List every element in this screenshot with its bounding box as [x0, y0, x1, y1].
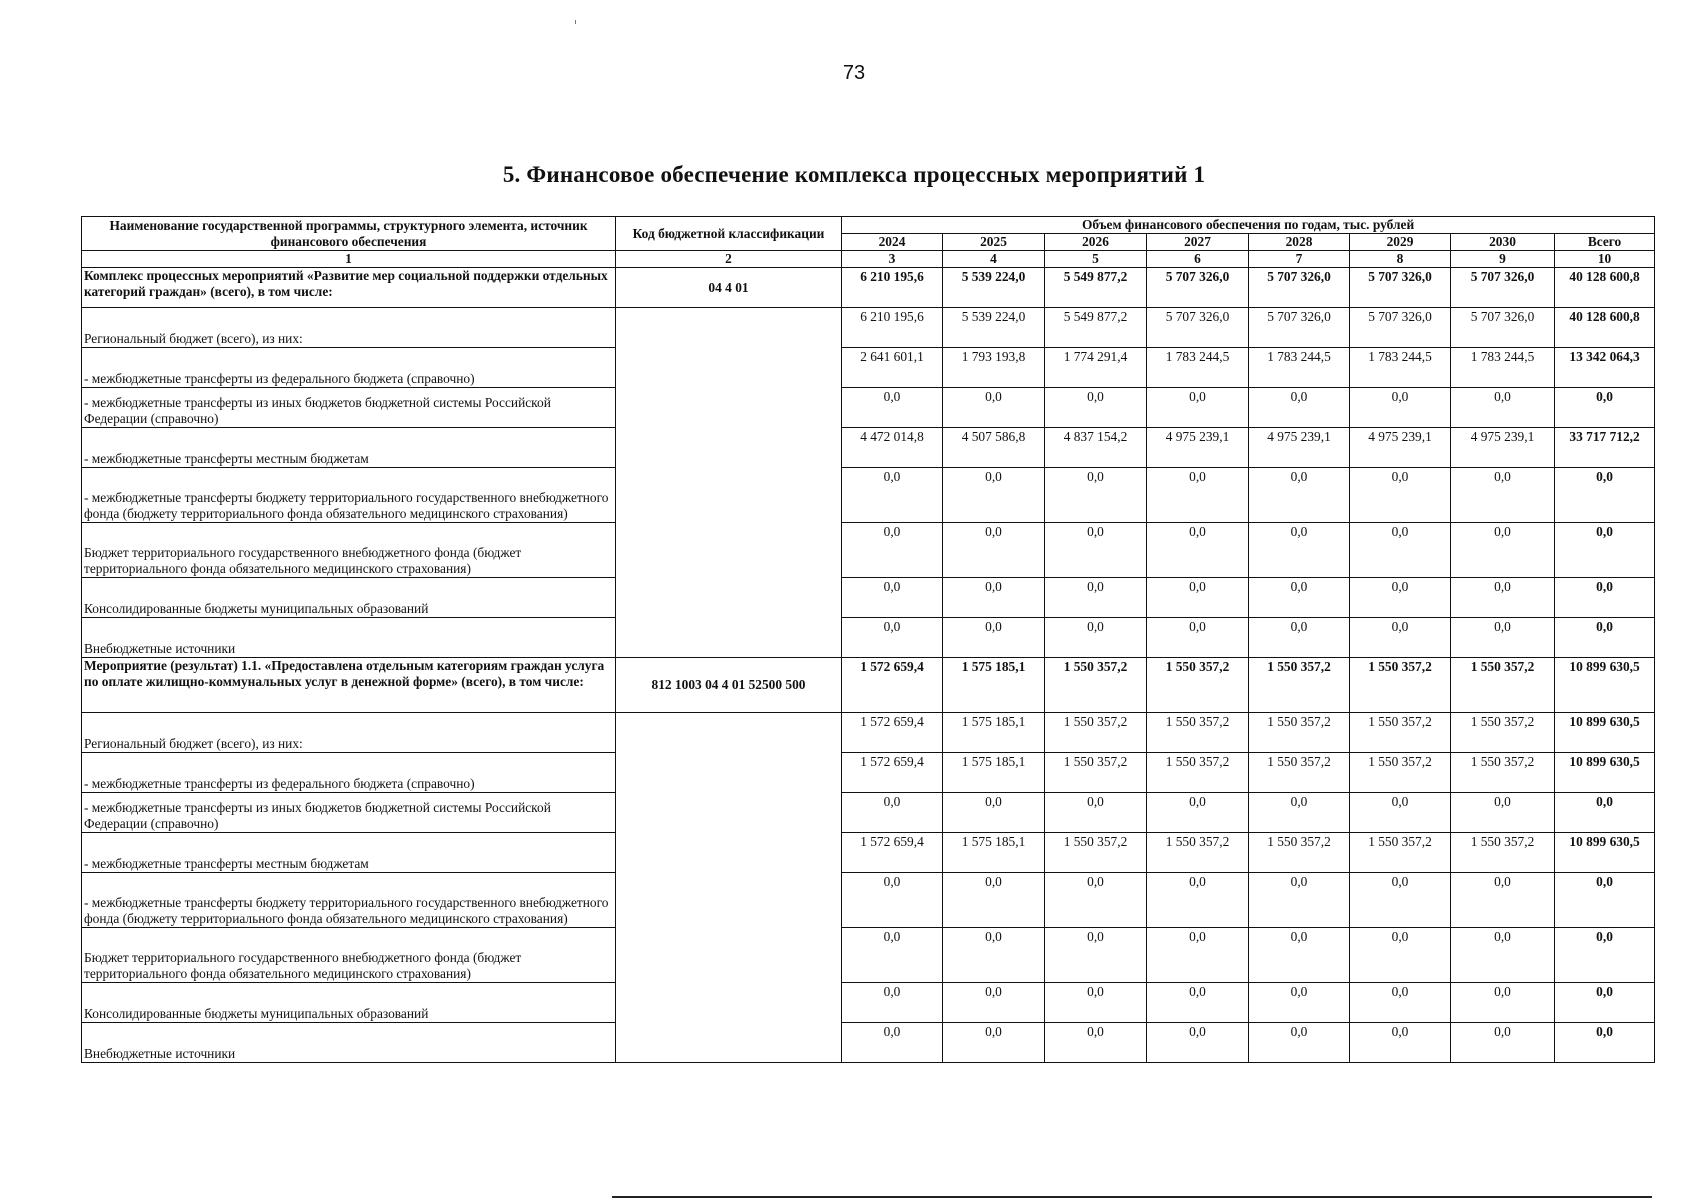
row-value-cell: 0,0 — [1350, 468, 1451, 523]
row-value-cell: 5 707 326,0 — [1249, 268, 1350, 308]
row-value-cell: 0,0 — [1350, 1023, 1451, 1063]
header-year-2: 2025 — [943, 234, 1045, 251]
row-value-cell: 0,0 — [1045, 523, 1147, 578]
row-value-cell: 5 549 877,2 — [1045, 268, 1147, 308]
row-value-cell: 1 575 185,1 — [943, 753, 1045, 793]
row-name-cell: Мероприятие (результат) 1.1. «Предоставлена отдельным категориям граждан услуга по оплате жилищно-коммунальных услуг в денежной форме» (всего), в том числе: — [82, 658, 616, 713]
row-value-cell: 1 575 185,1 — [943, 658, 1045, 713]
row-value-cell: 0,0 — [943, 578, 1045, 618]
row-value-cell: 0,0 — [1045, 873, 1147, 928]
row-value-cell: 0,0 — [1045, 983, 1147, 1023]
header-column-number-5: 5 — [1045, 251, 1147, 268]
row-value-cell: 1 572 659,4 — [842, 658, 943, 713]
row-name-cell: Консолидированные бюджеты муниципальных образований — [82, 983, 616, 1023]
row-name-cell: - межбюджетные трансферты бюджету территориального государственного внебюджетного фонда (бюджету территориального фонда обязательного медицинского страхования) — [82, 873, 616, 928]
row-value-cell: 0,0 — [842, 793, 943, 833]
row-value-cell: 1 550 357,2 — [1147, 713, 1249, 753]
row-value-cell: 1 572 659,4 — [842, 753, 943, 793]
row-value-cell: 0,0 — [1451, 618, 1555, 658]
row-value-cell: 1 550 357,2 — [1451, 833, 1555, 873]
row-value-cell: 0,0 — [1045, 618, 1147, 658]
row-value-cell: 1 550 357,2 — [1350, 833, 1451, 873]
row-value-cell: 0,0 — [1147, 468, 1249, 523]
header-column-number-7: 7 — [1249, 251, 1350, 268]
page-title: 5. Финансовое обеспечение комплекса процессных мероприятий 1 — [502, 162, 1206, 187]
row-value-cell: 1 550 357,2 — [1045, 833, 1147, 873]
row-value-cell: 5 549 877,2 — [1045, 308, 1147, 348]
row-name-cell: Комплекс процессных мероприятий «Развитие мер социальной поддержки отдельных категорий граждан» (всего), в том числе: — [82, 268, 616, 308]
row-value-cell: 0,0 — [1249, 873, 1350, 928]
row-total-cell: 40 128 600,8 — [1555, 308, 1655, 348]
row-value-cell: 6 210 195,6 — [842, 268, 943, 308]
row-name-cell: - межбюджетные трансферты из федерального бюджета (справочно) — [82, 348, 616, 388]
row-value-cell: 4 975 239,1 — [1249, 428, 1350, 468]
row-value-cell: 1 550 357,2 — [1147, 658, 1249, 713]
row-value-cell: 5 707 326,0 — [1350, 268, 1451, 308]
header-column-number-8: 8 — [1350, 251, 1451, 268]
table-row — [82, 468, 1655, 523]
row-name-cell: - межбюджетные трансферты бюджету территориального государственного внебюджетного фонда (бюджету территориального фонда обязательного медицинского страхования) — [82, 468, 616, 523]
header-year-4: 2027 — [1147, 234, 1249, 251]
row-name-cell: Бюджет территориального государственного внебюджетного фонда (бюджет территориального фонда обязательного медицинского страхования) — [82, 523, 616, 578]
row-value-cell: 1 783 244,5 — [1350, 348, 1451, 388]
header-year-3: 2026 — [1045, 234, 1147, 251]
row-value-cell: 0,0 — [1249, 523, 1350, 578]
row-value-cell: 0,0 — [842, 618, 943, 658]
row-value-cell: 0,0 — [1147, 1023, 1249, 1063]
table-row — [82, 428, 1655, 468]
row-total-cell: 10 899 630,5 — [1555, 753, 1655, 793]
row-name-cell: - межбюджетные трансферты из иных бюджетов бюджетной системы Российской Федерации (справочно) — [82, 388, 616, 428]
row-name-cell: - межбюджетные трансферты местным бюджетам — [82, 428, 616, 468]
row-value-cell: 1 550 357,2 — [1147, 753, 1249, 793]
row-value-cell: 0,0 — [943, 523, 1045, 578]
row-value-cell: 0,0 — [1451, 578, 1555, 618]
row-value-cell: 0,0 — [1249, 1023, 1350, 1063]
row-total-cell: 0,0 — [1555, 873, 1655, 928]
row-name-cell: Региональный бюджет (всего), из них: — [82, 713, 616, 753]
row-total-cell: 0,0 — [1555, 1023, 1655, 1063]
header-year-7: 2030 — [1451, 234, 1555, 251]
header-name-column: Наименование государственной программы, структурного элемента, источник финансового обеспечения — [82, 217, 616, 251]
header-column-number-10: 10 — [1555, 251, 1655, 268]
row-value-cell: 0,0 — [1350, 578, 1451, 618]
row-total-cell: 33 717 712,2 — [1555, 428, 1655, 468]
table-header — [82, 217, 1655, 268]
table-row — [82, 268, 1655, 308]
row-value-cell: 0,0 — [943, 618, 1045, 658]
header-column-number-1: 1 — [82, 251, 616, 268]
header-year-5: 2028 — [1249, 234, 1350, 251]
header-column-number-2: 2 — [616, 251, 842, 268]
row-value-cell: 1 783 244,5 — [1249, 348, 1350, 388]
row-value-cell: 0,0 — [1045, 578, 1147, 618]
row-total-cell: 0,0 — [1555, 928, 1655, 983]
row-total-cell: 0,0 — [1555, 983, 1655, 1023]
row-value-cell: 0,0 — [842, 523, 943, 578]
row-value-cell: 0,0 — [1045, 928, 1147, 983]
table-row — [82, 983, 1655, 1023]
row-value-cell: 0,0 — [1350, 983, 1451, 1023]
row-value-cell: 0,0 — [943, 468, 1045, 523]
header-volume-column: Объем финансового обеспечения по годам, тыс. рублей — [842, 217, 1655, 234]
table-row — [82, 1023, 1655, 1063]
row-name-cell: Региональный бюджет (всего), из них: — [82, 308, 616, 348]
header-year-8: Всего — [1555, 234, 1655, 251]
row-value-cell: 1 550 357,2 — [1045, 753, 1147, 793]
row-value-cell: 1 550 357,2 — [1451, 658, 1555, 713]
header-column-number-9: 9 — [1451, 251, 1555, 268]
row-value-cell: 0,0 — [1451, 983, 1555, 1023]
table-row — [82, 793, 1655, 833]
row-value-cell: 0,0 — [1045, 793, 1147, 833]
row-total-cell: 0,0 — [1555, 523, 1655, 578]
row-value-cell: 0,0 — [1147, 578, 1249, 618]
row-value-cell: 0,0 — [1249, 928, 1350, 983]
row-value-cell: 0,0 — [943, 793, 1045, 833]
scan-mark — [575, 20, 576, 24]
row-value-cell: 1 550 357,2 — [1249, 833, 1350, 873]
table-row — [82, 618, 1655, 658]
row-name-cell: - межбюджетные трансферты из федерального бюджета (справочно) — [82, 753, 616, 793]
row-value-cell: 0,0 — [1249, 793, 1350, 833]
row-value-cell: 0,0 — [842, 873, 943, 928]
row-value-cell: 4 975 239,1 — [1350, 428, 1451, 468]
row-value-cell: 0,0 — [943, 388, 1045, 428]
row-code-cell: 812 1003 04 4 01 52500 500 — [616, 658, 842, 713]
row-value-cell: 1 550 357,2 — [1045, 713, 1147, 753]
scan-edge-line — [612, 1196, 1652, 1198]
header-column-number-4: 4 — [943, 251, 1045, 268]
table-row — [82, 833, 1655, 873]
row-value-cell: 0,0 — [842, 468, 943, 523]
row-total-cell: 0,0 — [1555, 468, 1655, 523]
row-value-cell: 0,0 — [1045, 468, 1147, 523]
table-row — [82, 753, 1655, 793]
row-total-cell: 0,0 — [1555, 793, 1655, 833]
row-value-cell: 0,0 — [1147, 983, 1249, 1023]
row-value-cell: 5 539 224,0 — [943, 268, 1045, 308]
row-value-cell: 4 837 154,2 — [1045, 428, 1147, 468]
table-body — [82, 268, 1655, 1063]
row-value-cell: 1 575 185,1 — [943, 713, 1045, 753]
row-value-cell: 0,0 — [1451, 928, 1555, 983]
row-name-cell: - межбюджетные трансферты из иных бюджетов бюджетной системы Российской Федерации (справочно) — [82, 793, 616, 833]
financing-table — [81, 216, 1655, 1063]
table-row — [82, 308, 1655, 348]
row-value-cell: 0,0 — [943, 1023, 1045, 1063]
row-value-cell: 0,0 — [1350, 873, 1451, 928]
row-value-cell: 0,0 — [1045, 388, 1147, 428]
row-value-cell: 0,0 — [842, 983, 943, 1023]
row-value-cell: 0,0 — [1350, 523, 1451, 578]
row-value-cell: 4 507 586,8 — [943, 428, 1045, 468]
row-value-cell: 5 707 326,0 — [1147, 268, 1249, 308]
table-row — [82, 713, 1655, 753]
row-name-cell: Бюджет территориального государственного внебюджетного фонда (бюджет территориального фонда обязательного медицинского страхования) — [82, 928, 616, 983]
row-value-cell: 0,0 — [1147, 388, 1249, 428]
row-total-cell: 10 899 630,5 — [1555, 833, 1655, 873]
row-name-cell: - межбюджетные трансферты местным бюджетам — [82, 833, 616, 873]
row-value-cell: 1 550 357,2 — [1451, 713, 1555, 753]
row-value-cell: 1 550 357,2 — [1350, 753, 1451, 793]
row-value-cell: 1 572 659,4 — [842, 713, 943, 753]
table-row — [82, 388, 1655, 428]
row-value-cell: 0,0 — [943, 928, 1045, 983]
row-value-cell: 0,0 — [1451, 873, 1555, 928]
row-code-cell: 04 4 01 — [616, 268, 842, 308]
row-value-cell: 0,0 — [1350, 928, 1451, 983]
row-value-cell: 5 539 224,0 — [943, 308, 1045, 348]
table-row — [82, 578, 1655, 618]
row-value-cell: 5 707 326,0 — [1147, 308, 1249, 348]
row-value-cell: 2 641 601,1 — [842, 348, 943, 388]
row-value-cell: 5 707 326,0 — [1451, 268, 1555, 308]
row-name-cell: Внебюджетные источники — [82, 618, 616, 658]
table-row — [82, 658, 1655, 713]
row-value-cell: 0,0 — [1451, 1023, 1555, 1063]
row-value-cell: 0,0 — [1350, 388, 1451, 428]
row-value-cell: 1 783 244,5 — [1451, 348, 1555, 388]
row-value-cell: 1 550 357,2 — [1451, 753, 1555, 793]
row-value-cell: 0,0 — [1249, 468, 1350, 523]
row-value-cell: 0,0 — [943, 983, 1045, 1023]
page-number: 73 — [842, 62, 866, 84]
row-value-cell: 0,0 — [1451, 388, 1555, 428]
row-total-cell: 0,0 — [1555, 388, 1655, 428]
header-year-1: 2024 — [842, 234, 943, 251]
row-value-cell: 1 550 357,2 — [1350, 713, 1451, 753]
row-value-cell: 1 550 357,2 — [1350, 658, 1451, 713]
row-value-cell: 0,0 — [1249, 578, 1350, 618]
row-value-cell: 0,0 — [1147, 523, 1249, 578]
row-value-cell: 1 550 357,2 — [1147, 833, 1249, 873]
row-code-cell — [616, 308, 842, 658]
table-row — [82, 348, 1655, 388]
row-value-cell: 1 550 357,2 — [1045, 658, 1147, 713]
row-value-cell: 1 783 244,5 — [1147, 348, 1249, 388]
row-code-cell — [616, 713, 842, 1063]
row-value-cell: 0,0 — [1147, 873, 1249, 928]
row-value-cell: 0,0 — [842, 1023, 943, 1063]
header-column-number-6: 6 — [1147, 251, 1249, 268]
row-value-cell: 0,0 — [1451, 523, 1555, 578]
row-value-cell: 0,0 — [1451, 468, 1555, 523]
row-value-cell: 1 793 193,8 — [943, 348, 1045, 388]
row-value-cell: 0,0 — [943, 873, 1045, 928]
row-value-cell: 1 572 659,4 — [842, 833, 943, 873]
row-name-cell: Внебюджетные источники — [82, 1023, 616, 1063]
row-value-cell: 4 975 239,1 — [1147, 428, 1249, 468]
row-value-cell: 1 550 357,2 — [1249, 658, 1350, 713]
header-year-6: 2029 — [1350, 234, 1451, 251]
table-row — [82, 873, 1655, 928]
header-column-numbers-row — [82, 251, 1655, 268]
row-value-cell: 0,0 — [1147, 618, 1249, 658]
row-value-cell: 0,0 — [1350, 618, 1451, 658]
row-value-cell: 0,0 — [1147, 928, 1249, 983]
row-value-cell: 0,0 — [842, 928, 943, 983]
row-value-cell: 0,0 — [1451, 793, 1555, 833]
row-total-cell: 0,0 — [1555, 578, 1655, 618]
row-value-cell: 4 472 014,8 — [842, 428, 943, 468]
row-value-cell: 5 707 326,0 — [1249, 308, 1350, 348]
table-row — [82, 928, 1655, 983]
row-value-cell: 5 707 326,0 — [1350, 308, 1451, 348]
row-total-cell: 10 899 630,5 — [1555, 658, 1655, 713]
row-total-cell: 40 128 600,8 — [1555, 268, 1655, 308]
row-name-cell: Консолидированные бюджеты муниципальных образований — [82, 578, 616, 618]
row-value-cell: 0,0 — [842, 578, 943, 618]
row-value-cell: 0,0 — [1249, 388, 1350, 428]
row-value-cell: 0,0 — [1249, 618, 1350, 658]
row-total-cell: 10 899 630,5 — [1555, 713, 1655, 753]
row-total-cell: 13 342 064,3 — [1555, 348, 1655, 388]
row-value-cell: 4 975 239,1 — [1451, 428, 1555, 468]
header-code-column: Код бюджетной классификации — [616, 217, 842, 251]
row-value-cell: 0,0 — [1249, 983, 1350, 1023]
row-value-cell: 1 550 357,2 — [1249, 753, 1350, 793]
row-value-cell: 1 774 291,4 — [1045, 348, 1147, 388]
row-value-cell: 1 575 185,1 — [943, 833, 1045, 873]
row-value-cell: 6 210 195,6 — [842, 308, 943, 348]
row-value-cell: 0,0 — [1045, 1023, 1147, 1063]
row-value-cell: 0,0 — [1147, 793, 1249, 833]
row-total-cell: 0,0 — [1555, 618, 1655, 658]
row-value-cell: 5 707 326,0 — [1451, 308, 1555, 348]
table-row — [82, 523, 1655, 578]
row-value-cell: 0,0 — [842, 388, 943, 428]
row-value-cell: 0,0 — [1350, 793, 1451, 833]
row-value-cell: 1 550 357,2 — [1249, 713, 1350, 753]
header-column-number-3: 3 — [842, 251, 943, 268]
